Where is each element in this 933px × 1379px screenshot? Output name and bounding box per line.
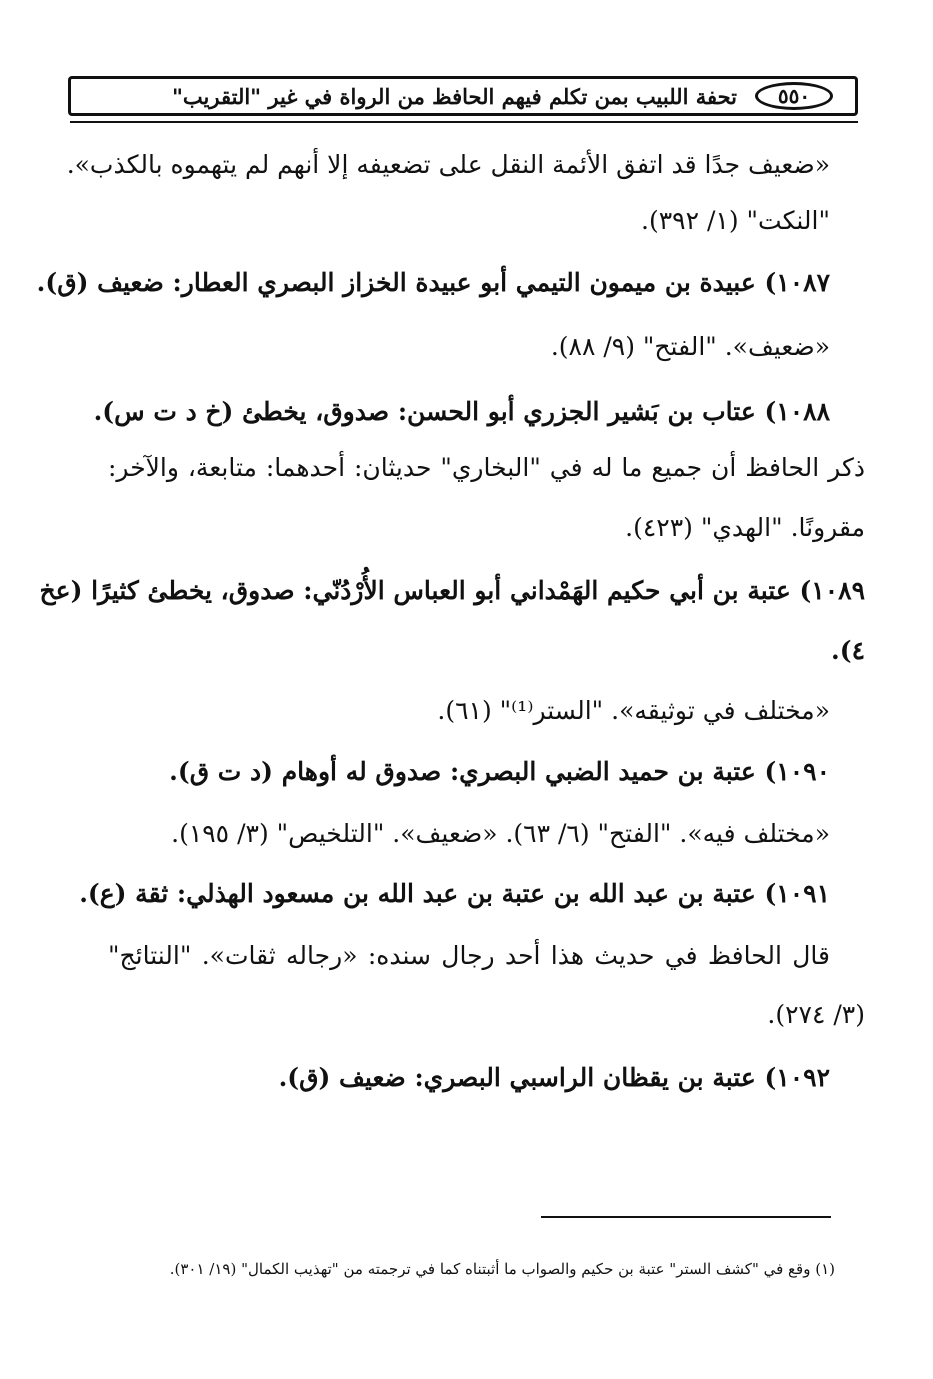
text-line: «ضعيف جدًا قد اتفق الأئمة النقل على تضعيفه إلا أنهم لم يتهموه بالكذب». xyxy=(66,150,830,179)
running-title: تحفة اللبيب بمن تكلم فيهم الحافظ من الرواة في غير "التقريب" xyxy=(171,84,737,109)
text-line: "النكت" (١/ ٣٩٢). xyxy=(641,206,830,235)
entry-heading-1090: ١٠٩٠) عتبة بن حميد الضبي البصري: صدوق له أوهام (د ت ق). xyxy=(169,757,830,786)
text-line: «ضعيف». "الفتح" (٩/ ٨٨). xyxy=(550,332,830,361)
entry-heading-1089: ١٠٨٩) عتبة بن أبي حكيم الهَمْداني أبو العباس الأُرْدُنّي: صدوق، يخطئ كثيرًا (عخ xyxy=(39,576,865,605)
entry-heading-1091: ١٠٩١) عتبة بن عبد الله بن عتبة بن عبد الله بن مسعود الهذلي: ثقة (ع). xyxy=(79,879,830,908)
footnote-rule xyxy=(541,1216,831,1218)
entry-heading-1087: ١٠٨٧) عبيدة بن ميمون التيمي أبو عبيدة الخزاز البصري العطار: ضعيف (ق). xyxy=(36,268,830,297)
text-line: ٤). xyxy=(831,636,865,665)
entry-heading-1088: ١٠٨٨) عتاب بن بَشير الجزري أبو الحسن: صدوق، يخطئ (خ د ت س). xyxy=(93,397,830,426)
text-line: (٣/ ٢٧٤). xyxy=(767,1000,865,1029)
header-rule xyxy=(70,121,858,123)
text-line: ذكر الحافظ أن جميع ما له في "البخاري" حديثان: أحدهما: متابعة، والآخر: xyxy=(108,453,865,482)
text-line: «مختلف فيه». "الفتح" (٦/ ٦٣). «ضعيف». "التلخيص" (٣/ ١٩٥). xyxy=(171,819,830,848)
footnote: (١) وقع في "كشف الستر" عتبة بن حكيم والصواب ما أثبتناه كما في ترجمته من "تهذيب الكمال" (١٩/ ٣٠١). xyxy=(169,1260,835,1278)
page-number: ٥٥٠ xyxy=(755,82,833,110)
entry-heading-1092: ١٠٩٢) عتبة بن يقظان الراسبي البصري: ضعيف (ق). xyxy=(278,1063,830,1092)
text-line: «مختلف في توثيقه». "الستر⁽¹⁾" (٦١). xyxy=(437,696,830,725)
text-line: قال الحافظ في حديث هذا أحد رجال سنده: «رجاله ثقات». "النتائج" xyxy=(108,941,830,970)
page-header xyxy=(68,76,858,116)
text-line: مقرونًا. "الهدي" (٤٢٣). xyxy=(625,513,865,542)
